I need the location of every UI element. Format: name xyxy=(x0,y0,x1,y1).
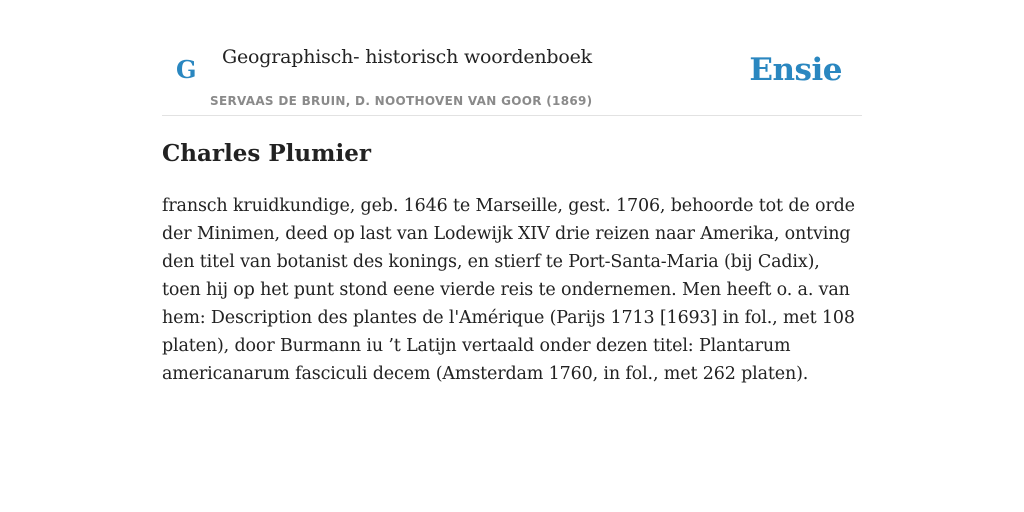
page-header xyxy=(162,36,862,116)
book-authors-meta: SERVAAS DE BRUIN, D. NOOTHOVEN VAN GOOR (1869) xyxy=(210,94,593,108)
entry-title: Charles Plumier xyxy=(162,140,371,167)
entry-body-text: fransch kruidkundige, geb. 1646 te Marseille, gest. 1706, behoorde tot de orde der Minimen, deed op last van Lodewijk XIV drie reizen naar Amerika, ontving den titel van botanist des konings, en stierf te Port-Santa-Maria (bij Cadix), toen hij op het punt stond eene vierde reis te ondernemen. Men heeft o. a. van hem: Description des plantes de l'Amérique (Parijs 1713 [1693] in fol., met 108 platen), door Burmann iu ’t Latijn vertaald onder dezen titel: Plantarum americanarum fasciculi decem (Amsterdam 1760, in fol., met 262 platen). xyxy=(162,196,855,384)
book-logo-icon[interactable]: G xyxy=(176,55,197,84)
ensie-brand-logo[interactable]: Ensie xyxy=(749,52,842,88)
book-title-link[interactable]: Geographisch- historisch woordenboek xyxy=(222,46,592,68)
